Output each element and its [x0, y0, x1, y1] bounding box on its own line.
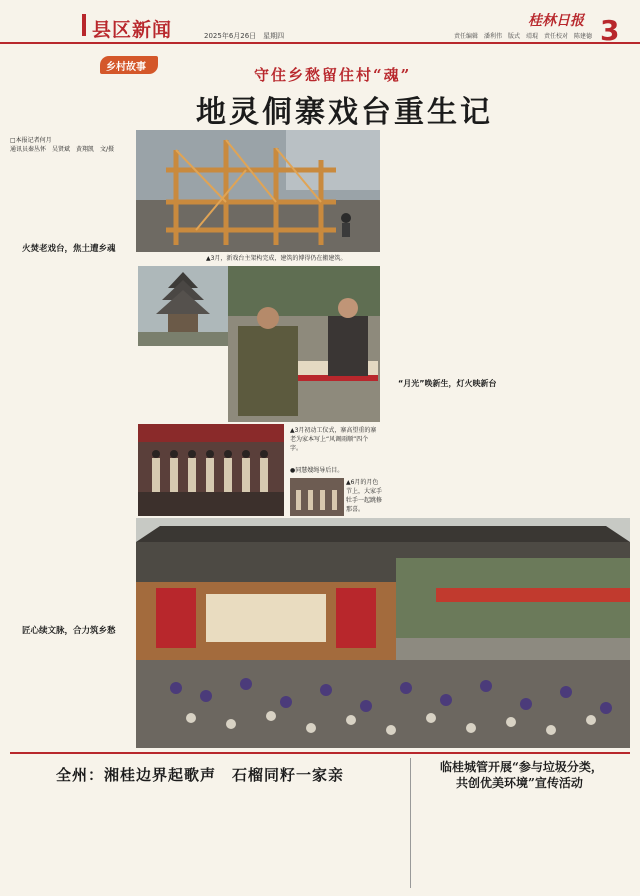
byline	[10, 136, 128, 158]
subhead-fire: 火焚老戏台，焦土遭乡魂	[22, 244, 116, 254]
caption-dance: ▲6月的月色节上，大家手牡手一起跳修那喜。	[346, 479, 383, 513]
subhead-craft: 匠心续文脉，合力筑乡愁	[22, 626, 116, 636]
column-tag	[100, 56, 158, 74]
section-name: 县区新闻	[92, 19, 173, 41]
bottom-divider-rule	[10, 752, 630, 754]
bottom-right-headline-1: 临桂城管开展“参与垃圾分类，	[440, 760, 603, 774]
subhead-light: “月光”唤新生，灯火映新台	[398, 379, 497, 388]
drum-tower-illustration	[138, 266, 228, 346]
body-col4-top	[512, 130, 632, 382]
bottom-left-headline: 湘桂边界起歌声 石榴同籽一家亲	[104, 766, 345, 784]
issue-date: 2025年6月26日 星期四	[204, 32, 285, 40]
construction-illustration	[136, 130, 380, 252]
body-col1-mid	[10, 256, 130, 618]
page-number: 3	[600, 14, 620, 47]
bottom-left-section: 全州：	[56, 766, 105, 784]
crowd-stage-illustration	[136, 518, 630, 748]
photo-crowd-stage	[136, 518, 630, 748]
body-col3-top	[386, 130, 506, 382]
photo-small-dance	[290, 478, 344, 516]
body-col1-bot	[10, 638, 130, 748]
byline-contributors: 通讯员秦丛怀 吴贤斌 黄翔凯 文/摄	[10, 146, 115, 153]
section-tab	[82, 14, 174, 41]
editor-credits: 责任编辑 潘利伟 版式 靖琨 责任校对 陈建德	[454, 33, 593, 40]
photo-construction	[136, 130, 380, 252]
byline-reporter: □本报记者何月	[10, 137, 52, 144]
photo-drum-tower	[138, 266, 228, 346]
body-col3-mid	[386, 392, 506, 512]
bottom-right-body	[418, 794, 630, 888]
column-tag-label: 乡村故事	[106, 62, 146, 73]
ceremony-illustration	[228, 266, 380, 422]
caption-construction: ▲3月，新戏台主架构完成，建筑的博得仍在搬建筑。	[206, 255, 347, 262]
section-bar	[82, 14, 86, 36]
caption-ceremony: ▲3月初动工仪式，寨高望重的寨老为家本写上“风调雨顺”四个字。	[290, 427, 377, 452]
feature-headline: 地灵侗寨戏台重生记	[196, 95, 493, 130]
body-col4-mid	[512, 392, 632, 512]
masthead	[0, 0, 640, 47]
caption-small: ●同慧嫂绳导后目。	[290, 467, 344, 474]
photo-ceremony	[228, 266, 380, 422]
bottom-right-headline-2: 共创优美环境”宣传活动	[456, 776, 583, 790]
feature-kicker: 守住乡愁留住村“魂”	[254, 66, 412, 84]
small-dance-illustration	[290, 478, 344, 516]
photo-performance	[138, 424, 284, 516]
performance-illustration	[138, 424, 284, 516]
bottom-left-body	[10, 788, 406, 888]
body-col1-top	[10, 160, 130, 238]
paper-logo: 桂林日报	[528, 13, 584, 29]
bottom-column-divider	[410, 758, 411, 888]
